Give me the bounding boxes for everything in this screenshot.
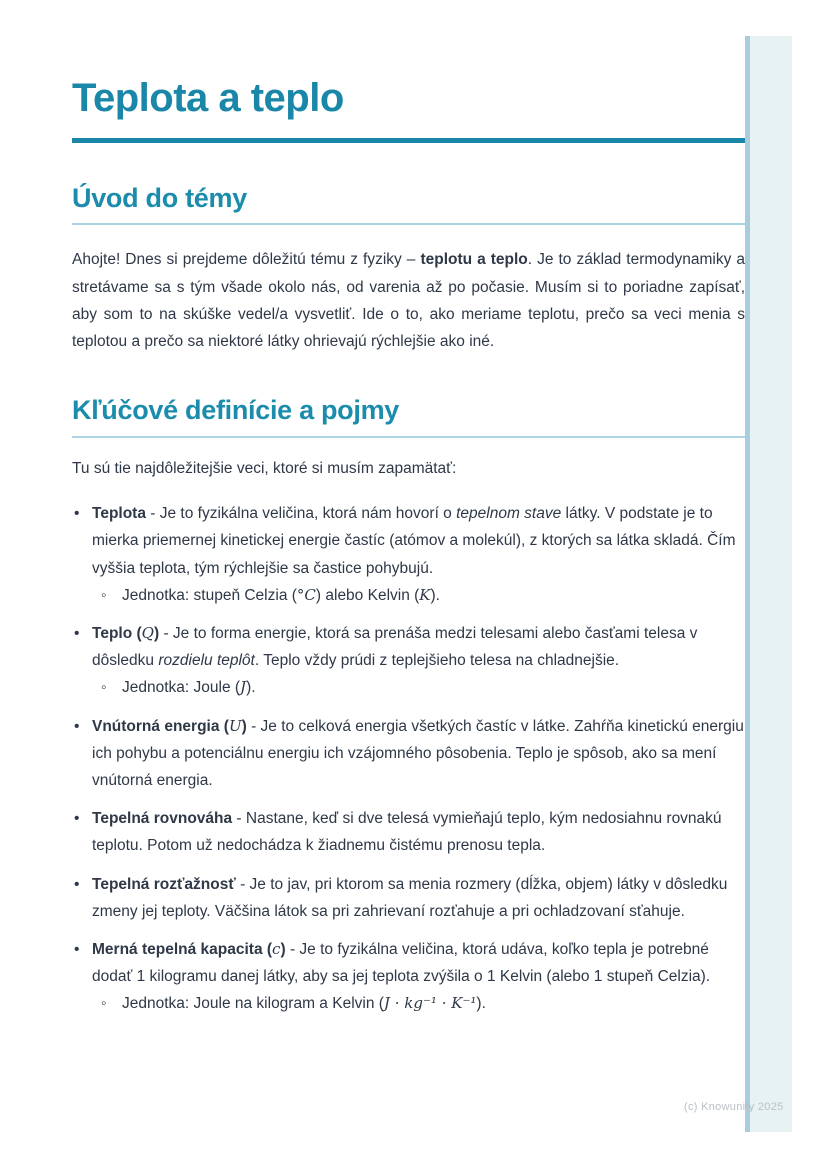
list-item-text: Vnútorná energia (U) - Je to celková energia všetkých častíc v látke. Zahŕňa kinetickú energiu ich pohybu a potenciálnu energiu ich vzájomného pôsobenia. Teplo je spôsob, ako sa mení vnútorná energia. — [92, 716, 744, 790]
page-edge-strip — [745, 36, 792, 1132]
section-heading-definitions: Kľúčové definície a pojmy — [72, 395, 399, 426]
definitions-lead: Tu sú tie najdôležitejšie veci, ktoré si musím zapamätať: — [72, 459, 457, 477]
list-item-vnutorna-energia — [72, 713, 745, 795]
definitions-list — [72, 500, 745, 1017]
sublist-item-unit — [92, 582, 745, 609]
list-item-merna-tepelna-kapacita — [72, 936, 745, 1018]
sublist — [92, 990, 745, 1017]
list-item-teplo — [72, 620, 745, 702]
list-item-teplota — [72, 500, 745, 609]
sublist-item-text: Jednotka: Joule na kilogram a Kelvin (J · kg⁻¹ · K⁻¹). — [122, 994, 486, 1013]
document-content — [72, 0, 745, 1029]
list-item-text: Merná tepelná kapacita (c) - Je to fyzikálna veličina, ktorá udáva, koľko tepla je potrebné dodať 1 kilogramu danej látky, aby sa jej teplota zvýšila o 1 Kelvin (alebo 1 stupeň Celzia). — [92, 940, 711, 986]
sublist-item-unit — [92, 674, 745, 701]
sublist-item-unit — [92, 990, 745, 1017]
list-item-tepelna-rovnovaha — [72, 805, 745, 859]
copyright-watermark: (c) Knowunity 2025 — [684, 1101, 784, 1113]
title-divider — [72, 138, 745, 143]
sublist — [92, 674, 745, 701]
list-item-text: Tepelná rovnováha - Nastane, keď si dve telesá vymieňajú teplo, kým nedosiahnu rovnakú teplotu. Potom už nedochádza k žiadnemu čistému prenosu tepla. — [92, 810, 722, 855]
sublist — [92, 582, 745, 609]
page-title: Teplota a teplo — [72, 76, 344, 120]
section-divider-definitions — [72, 436, 745, 438]
list-item-text: Tepelná rozťažnosť - Je to jav, pri ktorom sa menia rozmery (dĺžka, objem) látky v dôsledku zmeny jej teploty. Väčšina látok sa pri zahrievaní rozťahuje a pri ochladzovaní sťahuje. — [92, 875, 728, 920]
section-heading-intro: Úvod do témy — [72, 182, 247, 213]
sublist-item-text: Jednotka: stupeň Celzia (°C) alebo Kelvin (K). — [122, 585, 440, 604]
intro-paragraph: Ahojte! Dnes si prejdeme dôležitú tému z fyziky – teplotu a teplo. Je to základ termodynamiky a stretávame sa s tým všade okolo nás, od varenia až po počasie. Musím si to poriadne zapísať, aby som to na skúške vedel/a vysvetliť. Ide o to, ako meriame teplotu, prečo sa veci menia s teplotou a prečo sa niektoré látky ohrievajú rýchlejšie ako iné. — [72, 251, 745, 351]
list-item-text: Teplo (Q) - Je to forma energie, ktorá sa prenáša medzi telesami alebo časťami telesa v dôsledku rozdielu teplôt. Teplo vždy prúdi z teplejšieho telesa na chladnejšie. — [92, 624, 698, 670]
sublist-item-text: Jednotka: Joule (J). — [122, 678, 256, 697]
list-item-text: Teplota - Je to fyzikálna veličina, ktorá nám hovorí o tepelnom stave látky. V podstate je to mierka priemernej kinetickej energie častíc (atómov a molekúl), z ktorých sa látka skladá. Čím vyššia teplota, tým rýchlejšie sa častice pohybujú. — [92, 505, 736, 577]
list-item-tepelna-roztaznost — [72, 871, 745, 925]
section-divider-intro — [72, 223, 745, 225]
